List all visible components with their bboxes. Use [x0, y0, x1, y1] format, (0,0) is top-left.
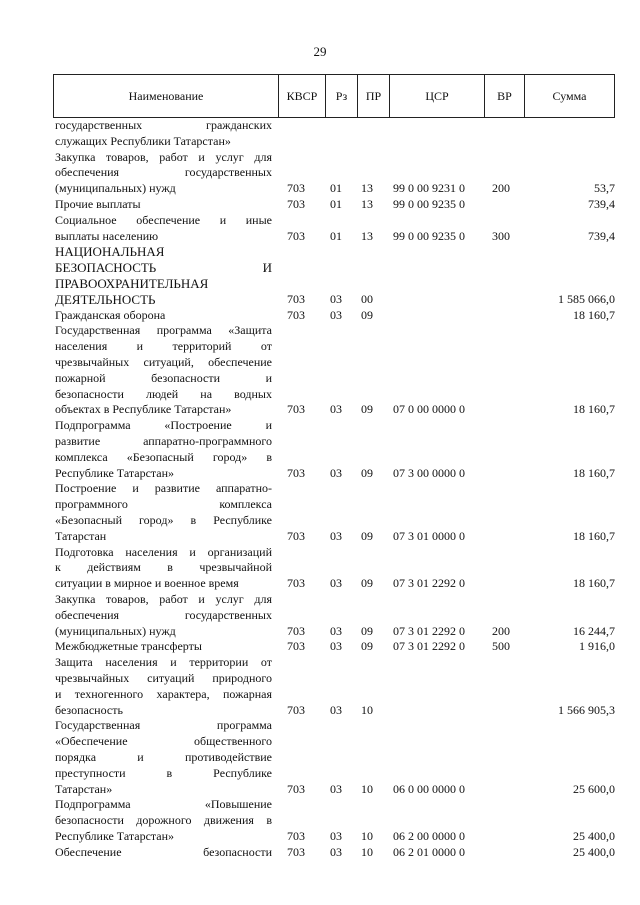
cell-rz: 03 [330, 781, 342, 796]
cell-rz: 03 [330, 307, 342, 322]
row-name [55, 418, 272, 481]
cell-kvsr: 703 [287, 623, 305, 638]
column-header-csr: ЦСР [389, 75, 484, 117]
cell-kvsr: 703 [287, 528, 305, 543]
row-name-line: обеспечения государственных [55, 165, 272, 180]
row-name-line: «Обеспечение общественного [55, 734, 272, 749]
row-name-line: чрезвычайных ситуаций природного [55, 670, 272, 685]
row-name [55, 797, 272, 844]
cell-sum: 1 585 066,0 [558, 291, 615, 306]
cell-csr: 06 2 00 0000 0 [393, 828, 465, 843]
cell-pr: 13 [361, 228, 373, 243]
cell-pr: 09 [361, 465, 373, 480]
row-name-line: выплаты населению [55, 228, 159, 243]
cell-pr: 09 [361, 576, 373, 591]
row-name-line: чрезвычайных ситуаций, обеспечение [55, 354, 272, 369]
table-row [0, 150, 640, 197]
row-name-line: преступности в Республике [55, 765, 272, 780]
row-name [55, 655, 272, 718]
row-name-line: развитие аппаратно-программного [55, 433, 272, 448]
cell-rz: 03 [330, 402, 342, 417]
row-name-line: к действиям в чрезвычайной [55, 560, 272, 575]
table-row [0, 639, 640, 655]
cell-kvsr: 703 [287, 402, 305, 417]
table-row [0, 213, 640, 245]
row-name [55, 118, 272, 150]
row-name-line: служащих Республики Татарстан» [55, 133, 231, 148]
table-row [0, 655, 640, 718]
column-header-sum: Сумма [524, 75, 615, 117]
cell-sum: 18 160,7 [573, 402, 615, 417]
row-name [55, 308, 272, 324]
cell-vr: 200 [492, 623, 510, 638]
cell-rz: 01 [330, 181, 342, 196]
cell-sum: 25 600,0 [573, 781, 615, 796]
cell-rz: 03 [330, 828, 342, 843]
table-row [0, 118, 640, 150]
cell-kvsr: 703 [287, 781, 305, 796]
cell-kvsr: 703 [287, 181, 305, 196]
row-name-line: Защита населения и территории от [55, 655, 272, 670]
cell-csr: 07 3 00 0000 0 [393, 465, 465, 480]
row-name-line: Республике Татарстан» [55, 828, 175, 843]
column-header-name: Наименование [53, 75, 278, 117]
cell-kvsr: 703 [287, 639, 305, 654]
table-row [0, 545, 640, 592]
row-name-line: Построение и развитие аппаратно- [55, 481, 272, 496]
cell-pr: 10 [361, 844, 373, 859]
row-name-line: пожарной безопасности и [55, 370, 272, 385]
cell-csr: 07 3 01 2292 0 [393, 576, 465, 591]
cell-pr: 09 [361, 402, 373, 417]
row-name [55, 545, 272, 592]
cell-rz: 03 [330, 639, 342, 654]
row-name-line: государственных гражданских [55, 118, 272, 132]
row-name-line: ПРАВООХРАНИТЕЛЬНАЯ [55, 275, 209, 291]
table-row [0, 592, 640, 639]
column-header-kvsr: КВСР [278, 75, 325, 117]
row-name-line: Татарстан [55, 528, 107, 543]
row-name-line: «Безопасный город» в Республике [55, 512, 272, 527]
row-name-line: НАЦИОНАЛЬНАЯ [55, 244, 165, 260]
cell-kvsr: 703 [287, 702, 305, 717]
cell-kvsr: 703 [287, 228, 305, 243]
table-row [0, 323, 640, 418]
cell-rz: 01 [330, 228, 342, 243]
row-name-line: программного комплекса [55, 497, 272, 512]
cell-rz: 01 [330, 197, 342, 211]
row-name [55, 197, 272, 213]
row-name-line: Республике Татарстан» [55, 465, 175, 480]
cell-vr: 200 [492, 181, 510, 196]
row-name-line: (муниципальных) нужд [55, 181, 176, 196]
cell-csr: 07 3 01 0000 0 [393, 528, 465, 543]
cell-csr: 99 0 00 9231 0 [393, 181, 465, 196]
cell-sum: 18 160,7 [573, 307, 615, 322]
cell-sum: 1 916,0 [579, 639, 615, 654]
row-name-line: безопасность [55, 702, 123, 717]
row-name-line: Государственная программа «Защита [55, 323, 272, 338]
column-header-vr: ВР [484, 75, 524, 117]
table-row [0, 197, 640, 213]
row-name-line: комплекса «Безопасный город» в [55, 449, 272, 464]
cell-kvsr: 703 [287, 197, 305, 211]
row-name [55, 592, 272, 639]
row-name-line: Гражданская оборона [55, 307, 166, 322]
row-name [55, 150, 272, 197]
row-name-line: Подпрограмма «Построение и [55, 418, 272, 433]
page-number: 29 [313, 44, 327, 59]
cell-sum: 739,4 [588, 228, 615, 243]
cell-kvsr: 703 [287, 828, 305, 843]
cell-sum: 25 400,0 [573, 844, 615, 859]
cell-sum: 18 160,7 [573, 576, 615, 591]
row-name [55, 639, 272, 655]
row-name-line: безопасности людей на водных [55, 386, 272, 401]
cell-sum: 18 160,7 [573, 465, 615, 480]
table-row [0, 797, 640, 844]
cell-rz: 03 [330, 576, 342, 591]
cell-rz: 03 [330, 465, 342, 480]
row-name-line: ДЕЯТЕЛЬНОСТЬ [55, 291, 156, 307]
row-name-line: ситуации в мирное и военное время [55, 576, 239, 591]
cell-rz: 03 [330, 291, 342, 306]
cell-sum: 1 566 905,3 [558, 702, 615, 717]
table-row [0, 418, 640, 481]
row-name [55, 845, 272, 861]
row-name-line: Обеспечение безопасности [55, 844, 272, 859]
row-name-line: и техногенного характера, пожарная [55, 686, 272, 701]
cell-pr: 00 [361, 291, 373, 306]
table-header [53, 74, 615, 118]
row-name-line: обеспечения государственных [55, 607, 272, 622]
cell-rz: 03 [330, 702, 342, 717]
cell-vr: 500 [492, 639, 510, 654]
cell-pr: 10 [361, 781, 373, 796]
table-row [0, 244, 640, 307]
row-name-line: БЕЗОПАСНОСТЬ И [55, 260, 272, 276]
row-name [55, 213, 272, 245]
cell-rz: 03 [330, 844, 342, 859]
row-name-line: Государственная программа [55, 718, 272, 733]
cell-kvsr: 703 [287, 291, 305, 306]
row-name-line: населения и территорий от [55, 339, 272, 354]
row-name-line: Татарстан» [55, 781, 113, 796]
row-name [55, 323, 272, 418]
cell-sum: 16 244,7 [573, 623, 615, 638]
row-name-line: Закупка товаров, работ и услуг для [55, 149, 272, 164]
table-row [0, 718, 640, 797]
cell-csr: 06 0 00 0000 0 [393, 781, 465, 796]
cell-csr: 07 0 00 0000 0 [393, 402, 465, 417]
cell-csr: 07 3 01 2292 0 [393, 623, 465, 638]
cell-pr: 13 [361, 197, 373, 211]
cell-sum: 53,7 [594, 181, 615, 196]
cell-kvsr: 703 [287, 465, 305, 480]
row-name-line: (муниципальных) нужд [55, 623, 176, 638]
cell-csr: 99 0 00 9235 0 [393, 228, 465, 243]
cell-rz: 03 [330, 623, 342, 638]
cell-pr: 09 [361, 623, 373, 638]
cell-pr: 10 [361, 828, 373, 843]
cell-csr: 07 3 01 2292 0 [393, 639, 465, 654]
row-name-line: Социальное обеспечение и иные [55, 212, 272, 227]
cell-pr: 09 [361, 639, 373, 654]
row-name [55, 481, 272, 544]
table-row [0, 845, 640, 861]
cell-csr: 06 2 01 0000 0 [393, 844, 465, 859]
row-name [55, 718, 272, 797]
row-name-line: объектах в Республике Татарстан» [55, 402, 232, 417]
column-header-rz: Рз [325, 75, 357, 117]
row-name [55, 244, 272, 307]
cell-sum: 739,4 [588, 197, 615, 211]
row-name-line: Прочие выплаты [55, 197, 141, 211]
row-name-line: Закупка товаров, работ и услуг для [55, 592, 272, 606]
table-row [0, 308, 640, 324]
cell-pr: 09 [361, 307, 373, 322]
row-name-line: Подпрограмма «Повышение [55, 797, 272, 812]
row-name-line: Межбюджетные трансферты [55, 639, 202, 654]
cell-sum: 25 400,0 [573, 828, 615, 843]
cell-csr: 99 0 00 9235 0 [393, 197, 465, 211]
cell-rz: 03 [330, 528, 342, 543]
column-header-pr: ПР [357, 75, 389, 117]
cell-pr: 09 [361, 528, 373, 543]
row-name-line: Подготовка населения и организаций [55, 544, 272, 559]
row-name-line: порядка и противодействие [55, 749, 272, 764]
cell-kvsr: 703 [287, 844, 305, 859]
table-row [0, 481, 640, 544]
cell-kvsr: 703 [287, 307, 305, 322]
cell-sum: 18 160,7 [573, 528, 615, 543]
cell-kvsr: 703 [287, 576, 305, 591]
cell-pr: 13 [361, 181, 373, 196]
cell-pr: 10 [361, 702, 373, 717]
cell-vr: 300 [492, 228, 510, 243]
row-name-line: безопасности дорожного движения в [55, 813, 272, 828]
